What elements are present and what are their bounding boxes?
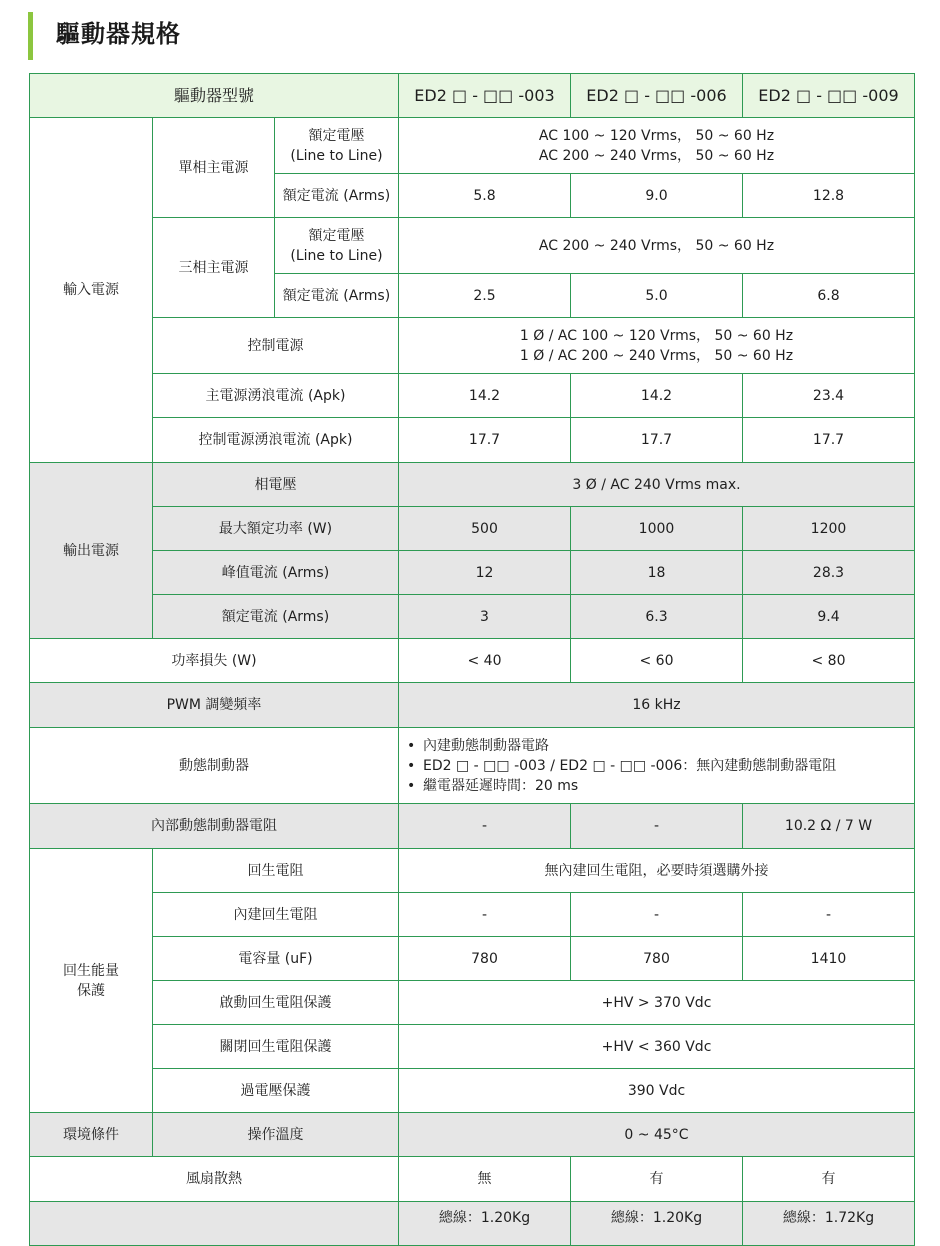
main-inrush-label: 主電源湧浪電流 (Apk) — [153, 374, 399, 418]
regen-off-protection-value: +HV < 360 Vdc — [399, 1025, 915, 1069]
main-inrush-003: 14.2 — [399, 374, 571, 418]
phase-voltage-row — [30, 463, 915, 507]
capacitance-003: 780 — [399, 937, 571, 981]
fan-label: 風扇散熱 — [30, 1157, 399, 1202]
model-header-label: 驅動器型號 — [30, 74, 399, 118]
internal-db-resistor-row — [30, 804, 915, 849]
single-phase-label: 單相主電源 — [153, 118, 275, 218]
max-power-006: 1000 — [571, 507, 743, 551]
phase-voltage-label: 相電壓 — [153, 463, 399, 507]
title-accent-bar — [28, 12, 33, 60]
pwm-value: 16 kHz — [399, 683, 915, 728]
max-power-label: 最大額定功率 (W) — [153, 507, 399, 551]
rated-current-006: 6.3 — [571, 595, 743, 639]
rated-current-009: 9.4 — [743, 595, 915, 639]
regen-resistor-row — [30, 849, 915, 893]
output-power-label: 輸出電源 — [30, 463, 153, 639]
peak-current-003: 12 — [399, 551, 571, 595]
builtin-regen-resistor-label: 內建回生電阻 — [153, 893, 399, 937]
phase-voltage-value: 3 Ø / AC 240 Vrms max. — [399, 463, 915, 507]
main-inrush-009: 23.4 — [743, 374, 915, 418]
dynamic-brake-value — [399, 728, 915, 804]
fan-003: 無 — [399, 1157, 571, 1202]
dynamic-brake-row — [30, 728, 915, 804]
regen-protection-label: 回生能量 保護 — [30, 849, 153, 1113]
op-temp-value: 0 ~ 45°C — [399, 1113, 915, 1157]
control-power-label: 控制電源 — [153, 318, 399, 374]
driver-spec-table — [29, 73, 915, 1246]
three-phase-current-003: 2.5 — [399, 274, 571, 318]
control-inrush-label: 控制電源湧浪電流 (Apk) — [153, 418, 399, 463]
control-power-value: 1 Ø / AC 100 ~ 120 Vrms， 50 ~ 60 Hz 1 Ø / AC 200 ~ 240 Vrms， 50 ~ 60 Hz — [399, 318, 915, 374]
regen-on-protection-value: +HV > 370 Vdc — [399, 981, 915, 1025]
capacitance-006: 780 — [571, 937, 743, 981]
overvoltage-row — [30, 1069, 915, 1113]
list-item: • ED2 □ - □□ -003 / ED2 □ - □□ -006：無內建動態制動器電阻 — [403, 756, 910, 776]
overvoltage-value: 390 Vdc — [399, 1069, 915, 1113]
single-phase-current-label: 額定電流 (Arms) — [275, 174, 399, 218]
page-title: 驅動器規格 — [56, 20, 181, 48]
builtin-regen-resistor-row — [30, 893, 915, 937]
peak-current-009: 28.3 — [743, 551, 915, 595]
capacitance-row — [30, 937, 915, 981]
header-row — [30, 74, 915, 118]
power-loss-003: < 40 — [399, 639, 571, 683]
input-power-label: 輸入電源 — [30, 118, 153, 463]
pwm-row — [30, 683, 915, 728]
weight-label — [30, 1202, 399, 1246]
rated-current-003: 3 — [399, 595, 571, 639]
max-power-009: 1200 — [743, 507, 915, 551]
weight-003: 總線：1.20Kg — [399, 1202, 571, 1246]
internal-db-resistor-006: - — [571, 804, 743, 849]
power-loss-label: 功率損失 (W) — [30, 639, 399, 683]
three-phase-voltage-label: 額定電壓 (Line to Line) — [275, 218, 399, 274]
regen-resistor-label: 回生電阻 — [153, 849, 399, 893]
peak-current-label: 峰值電流 (Arms) — [153, 551, 399, 595]
three-phase-voltage-value: AC 200 ~ 240 Vrms， 50 ~ 60 Hz — [399, 218, 915, 274]
regen-on-protection-row — [30, 981, 915, 1025]
power-loss-009: < 80 — [743, 639, 915, 683]
single-phase-current-009: 12.8 — [743, 174, 915, 218]
max-power-003: 500 — [399, 507, 571, 551]
peak-current-row — [30, 551, 915, 595]
internal-db-resistor-label: 內部動態制動器電阻 — [30, 804, 399, 849]
model-006: ED2 □ - □□ -006 — [571, 74, 743, 118]
capacitance-label: 電容量 (uF) — [153, 937, 399, 981]
single-phase-current-003: 5.8 — [399, 174, 571, 218]
dynamic-brake-list — [403, 736, 910, 796]
control-inrush-003: 17.7 — [399, 418, 571, 463]
regen-off-protection-row — [30, 1025, 915, 1069]
rated-current-row — [30, 595, 915, 639]
main-inrush-006: 14.2 — [571, 374, 743, 418]
fan-009: 有 — [743, 1157, 915, 1202]
overvoltage-label: 過電壓保護 — [153, 1069, 399, 1113]
regen-on-protection-label: 啟動回生電阻保護 — [153, 981, 399, 1025]
three-phase-current-006: 5.0 — [571, 274, 743, 318]
weight-009: 總線：1.72Kg — [743, 1202, 915, 1246]
three-phase-current-label: 額定電流 (Arms) — [275, 274, 399, 318]
environment-label: 環境條件 — [30, 1113, 153, 1157]
dynamic-brake-label: 動態制動器 — [30, 728, 399, 804]
list-item: • 內建動態制動器電路 — [403, 736, 910, 756]
three-phase-label: 三相主電源 — [153, 218, 275, 318]
builtin-regen-resistor-006: - — [571, 893, 743, 937]
control-inrush-row — [30, 418, 915, 463]
model-009: ED2 □ - □□ -009 — [743, 74, 915, 118]
peak-current-006: 18 — [571, 551, 743, 595]
internal-db-resistor-003: - — [399, 804, 571, 849]
fan-row — [30, 1157, 915, 1202]
list-item: • 繼電器延遲時間：20 ms — [403, 776, 910, 796]
weight-006: 總線：1.20Kg — [571, 1202, 743, 1246]
single-phase-voltage-row — [30, 118, 915, 174]
max-power-row — [30, 507, 915, 551]
pwm-label: PWM 調變頻率 — [30, 683, 399, 728]
control-power-row — [30, 318, 915, 374]
main-inrush-row — [30, 374, 915, 418]
power-loss-row — [30, 639, 915, 683]
op-temp-label: 操作溫度 — [153, 1113, 399, 1157]
fan-006: 有 — [571, 1157, 743, 1202]
capacitance-009: 1410 — [743, 937, 915, 981]
regen-resistor-value: 無內建回生電阻，必要時須選購外接 — [399, 849, 915, 893]
rated-current-label: 額定電流 (Arms) — [153, 595, 399, 639]
environment-row — [30, 1113, 915, 1157]
model-003: ED2 □ - □□ -003 — [399, 74, 571, 118]
single-phase-voltage-value: AC 100 ~ 120 Vrms， 50 ~ 60 Hz AC 200 ~ 240 Vrms， 50 ~ 60 Hz — [399, 118, 915, 174]
regen-off-protection-label: 關閉回生電阻保護 — [153, 1025, 399, 1069]
single-phase-current-006: 9.0 — [571, 174, 743, 218]
control-inrush-006: 17.7 — [571, 418, 743, 463]
builtin-regen-resistor-009: - — [743, 893, 915, 937]
single-phase-voltage-label: 額定電壓 (Line to Line) — [275, 118, 399, 174]
builtin-regen-resistor-003: - — [399, 893, 571, 937]
three-phase-voltage-row — [30, 218, 915, 274]
three-phase-current-009: 6.8 — [743, 274, 915, 318]
weight-row — [30, 1202, 915, 1246]
power-loss-006: < 60 — [571, 639, 743, 683]
control-inrush-009: 17.7 — [743, 418, 915, 463]
internal-db-resistor-009: 10.2 Ω / 7 W — [743, 804, 915, 849]
